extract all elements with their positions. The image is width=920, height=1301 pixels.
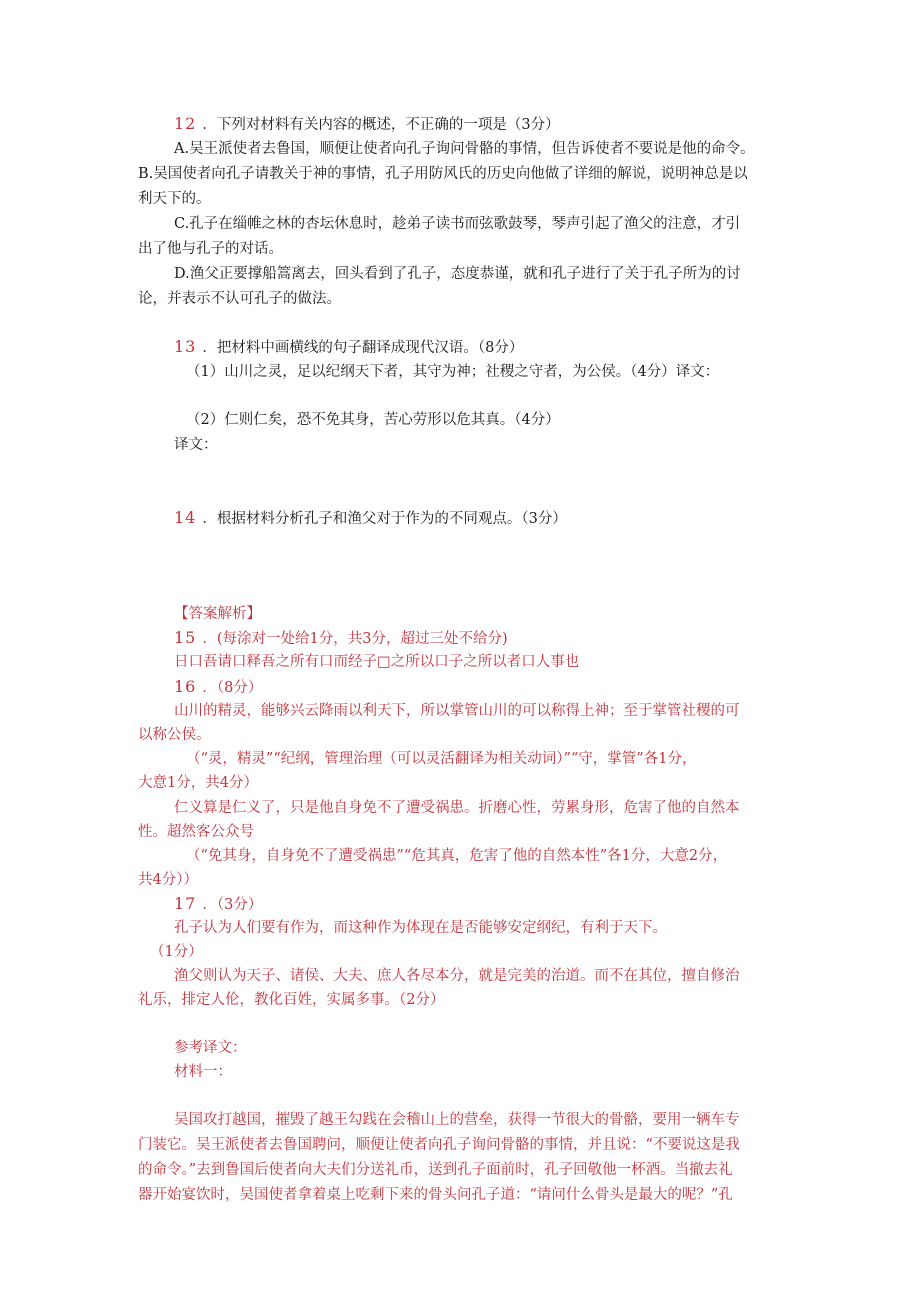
answer-17-line-3: 渔父则认为天子、诸侯、大夫、庶人各尽本分，就是完美的治道。而不在其位，擅自修治	[174, 968, 740, 984]
question-13-header	[174, 337, 523, 358]
question-12-text: ．下列对材料有关内容的概述，不正确的一项是（3分）	[202, 117, 560, 133]
reference-line-3: 的命令。”去到鲁国后使者向大夫们分送礼币，送到孔子面前时，孔子回敬他一杯酒。当撤去礼	[138, 1162, 733, 1178]
answer-16-line-4: 大意1分，共4分）	[138, 775, 258, 791]
answer-16-text: ．（8分）	[202, 680, 263, 696]
reference-line-2: 门装它。吴王派使者去鲁国聘问，顺便让使者向孔子询问骨骼的事情，并且说：“不要说这是我	[138, 1137, 740, 1153]
answer-16-number: 16	[174, 677, 197, 696]
answer-16-line-7: （“免其身，自身免不了遭受祸患”“危其真，危害了他的自然本性”各1分，大意2分，	[186, 848, 728, 864]
answer-15-header	[174, 628, 508, 649]
answer-heading: 【答案解析】	[174, 606, 261, 622]
material-label: 材料一：	[174, 1064, 232, 1080]
reference-line-1: 吴国攻打越国，摧毁了越王勾践在会稽山上的营垒，获得一节很大的骨骼，要用一辆车专	[174, 1112, 740, 1128]
question-14-number: 14	[174, 508, 197, 527]
option-d-line-2: 论，并表示不认可孔子的做法。	[138, 291, 341, 307]
question-13-sentence-1: （1）山川之灵，足以纪纲天下者，其守为神；社稷之守者，为公侯。（4分）译文：	[186, 364, 720, 380]
option-a: A.吴王派使者去鲁国，顺便让使者向孔子询问骨骼的事情，但告诉使者不要说是他的命令。	[174, 141, 755, 157]
question-13-sentence-2: （2）仁则仁矣，恐不免其身，苦心劳形以危其真。（4分）	[186, 412, 560, 428]
answer-16-line-2: 以称公侯。	[138, 727, 211, 743]
answer-17-line-4: 礼乐，排定人伦，教化百姓，实属多事。（2分）	[138, 992, 445, 1008]
reference-line-4: 器开始宴饮时，吴国使者拿着桌上吃剩下来的骨头问孔子道：“请问什么骨头是最大的呢？”孔	[138, 1187, 733, 1203]
answer-17-line-1: 孔子认为人们要有作为，而这种作为体现在是否能够安定纲纪，有利于天下。	[174, 920, 667, 936]
answer-16-header	[174, 677, 262, 698]
translation-label: 译文：	[174, 437, 218, 453]
question-12-number: 12	[174, 114, 197, 133]
answer-17-text: ．（3分）	[202, 897, 263, 913]
question-14-header	[174, 508, 567, 529]
question-12-header	[174, 114, 560, 135]
answer-15-line: 日口吾请口释吾之所有口而经子□之所以口子之所以者口人事也	[174, 654, 580, 670]
option-b-line-2: 利天下的。	[138, 191, 211, 207]
option-c-line-1: C.孔子在缁帷之林的杏坛休息时，趁弟子读书而弦歌鼓琴，琴声引起了渔父的注意，才引	[174, 216, 741, 232]
option-b-line-1: B.吴国使者向孔子请教关于神的事情，孔子用防风氏的历史向他做了详细的解说，说明神总是以	[138, 166, 748, 182]
answer-15-number: 15	[174, 628, 197, 647]
reference-label: 参考译文：	[174, 1040, 247, 1056]
question-14-text: ．根据材料分析孔子和渔父对于作为的不同观点。（3分）	[202, 511, 567, 527]
answer-16-line-3: （“灵，精灵”“纪纲，管理治理（可以灵活翻译为相关动词）”“守，掌管”各1分，	[186, 751, 697, 767]
question-13-text: ．把材料中画横线的句子翻译成现代汉语。（8分）	[202, 340, 524, 356]
answer-16-line-5: 仁义算是仁义了，只是他自身免不了遭受祸患。折磨心性，劳累身形，危害了他的自然本	[174, 800, 740, 816]
answer-17-line-2: （1分）	[150, 944, 203, 960]
option-d-line-1: D.渔父正要撑船篙离去，回头看到了孔子，态度恭谨，就和孔子进行了关于孔子所为的讨	[174, 266, 741, 282]
option-c-line-2: 出了他与孔子的对话。	[138, 241, 283, 257]
question-13-number: 13	[174, 337, 197, 356]
answer-16-line-1: 山川的精灵，能够兴云降雨以利天下，所以掌管山川的可以称得上神；至于掌管社稷的可	[174, 703, 740, 719]
answer-17-number: 17	[174, 894, 197, 913]
answer-17-header	[174, 894, 262, 915]
answer-15-text: ．(每涂对一处给1分，共3分，超过三处不给分)	[202, 631, 508, 647]
answer-16-line-8: 共4分））	[138, 872, 198, 888]
answer-16-line-6: 性。超然客公众号	[138, 824, 254, 840]
